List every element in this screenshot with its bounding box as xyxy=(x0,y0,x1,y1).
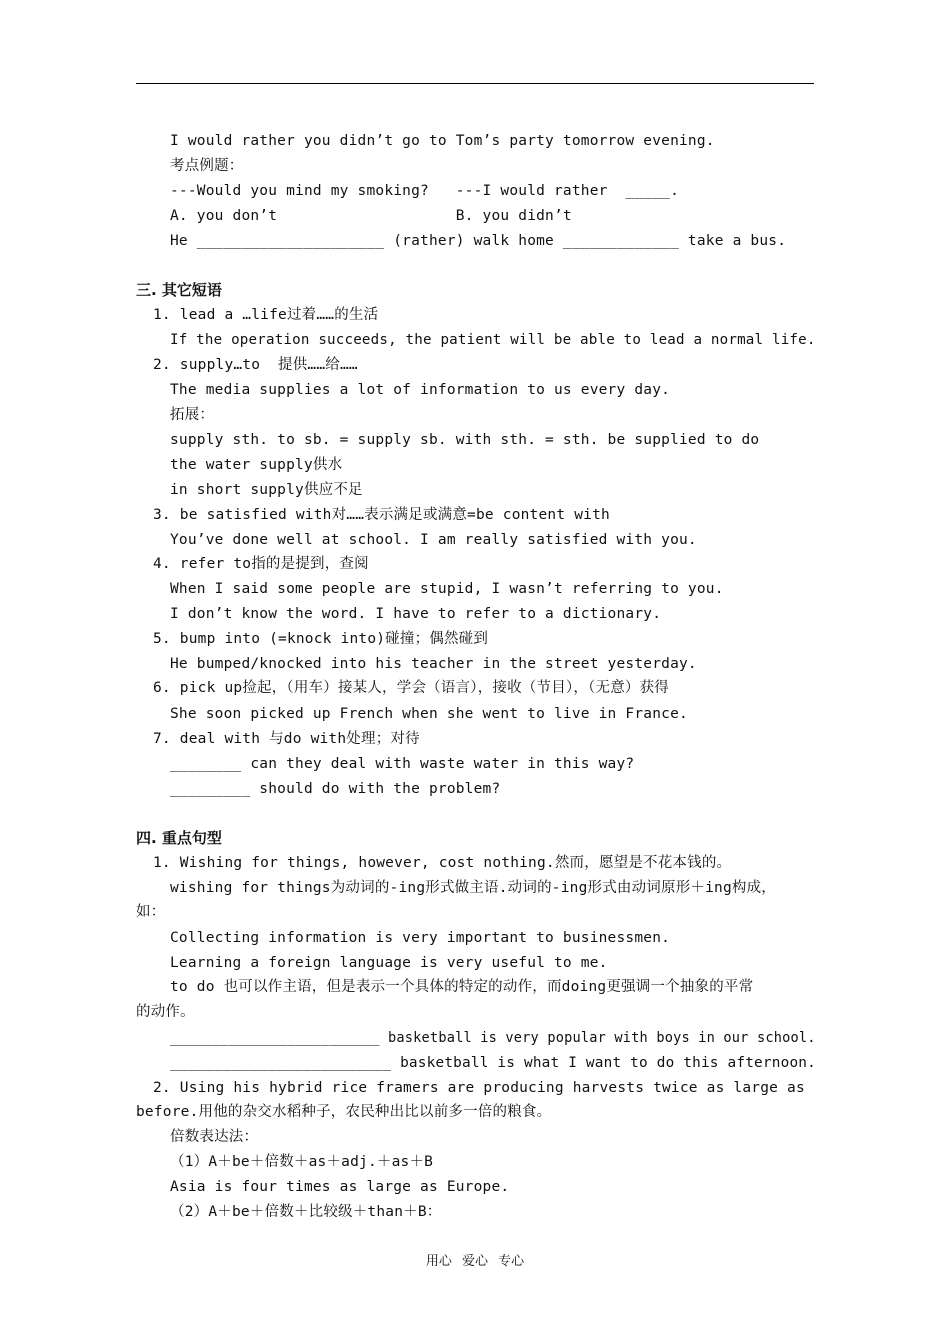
section-heading: 四. 重点句型 xyxy=(136,829,222,847)
text-line: She soon picked up French when she went to live in France. xyxy=(170,706,688,722)
text-line: in short supply供应不足 xyxy=(170,482,363,498)
list-item: 1. lead a …life过着……的生活 xyxy=(153,307,379,323)
text-line: Asia is four times as large as Europe. xyxy=(170,1179,510,1195)
list-item: 5. bump into (=knock into)碰撞；偶然碰到 xyxy=(153,631,489,647)
list-item: 3. be satisfied with对……表示满足或满意=be content with xyxy=(153,507,610,523)
text-line: wishing for things为动词的-ing形式做主语.动词的-ing形式由动词原形＋ing构成， xyxy=(170,880,776,896)
list-item: 7. deal with 与do with处理；对待 xyxy=(153,731,420,747)
text-line: （2）A＋be＋倍数＋比较级＋than＋B： xyxy=(170,1204,442,1220)
text-line: 倍数表达法： xyxy=(170,1129,259,1145)
list-item: 1. Wishing for things, however, cost nothing.然而，愿望是不花本钱的。 xyxy=(153,855,732,871)
text-line: before.用他的杂交水稻种子，农民种出比以前多一倍的粮食。 xyxy=(136,1104,552,1120)
text-line: the water supply供水 xyxy=(170,457,343,473)
text-line: He bumped/knocked into his teacher in the street yesterday. xyxy=(170,656,697,672)
list-item: 2. Using his hybrid rice framers are producing harvests twice as large as xyxy=(153,1080,805,1096)
text-line: ---Would you mind my smoking? ---I would rather _____. xyxy=(170,183,679,199)
text-line: _________ should do with the problem? xyxy=(170,781,501,797)
section-heading: 三. 其它短语 xyxy=(136,281,222,299)
text-line: to do 也可以作主语，但是表示一个具体的特定的动作，而doing更强调一个抽象的平常 xyxy=(170,979,754,995)
text-line: You’ve done well at school. I am really satisfied with you. xyxy=(170,532,697,548)
list-item: 2. supply…to 提供……给…… xyxy=(153,357,358,373)
header-rule xyxy=(136,83,814,84)
text-line: If the operation succeeds, the patient will be able to lead a normal life. xyxy=(170,332,816,348)
text-line: The media supplies a lot of information to us every day. xyxy=(170,382,671,398)
text-line: 考点例题： xyxy=(170,158,244,174)
text-line: When I said some people are stupid, I wasn’t referring to you. xyxy=(170,581,724,597)
text-line: Learning a foreign language is very useful to me. xyxy=(170,955,608,971)
text-line: _________________________ basketball is what I want to do this afternoon. xyxy=(170,1055,817,1071)
text-line: 的动作。 xyxy=(136,1004,195,1020)
text-line: _________________________ basketball is very popular with boys in our school. xyxy=(170,1030,816,1046)
text-line: 拓展： xyxy=(170,407,215,423)
text-line: I would rather you didn’t go to Tom’s party tomorrow evening. xyxy=(170,133,715,149)
text-line: He _____________________ (rather) walk home _____________ take a bus. xyxy=(170,233,787,249)
text-line: Collecting information is very important to businessmen. xyxy=(170,930,671,946)
page-footer: 用心 爱心 专心 xyxy=(425,1254,525,1269)
text-line: ________ can they deal with waste water in this way? xyxy=(170,756,635,772)
text-line: I don’t know the word. I have to refer to a dictionary. xyxy=(170,606,662,622)
text-line: supply sth. to sb. = supply sb. with sth. = sth. be supplied to do xyxy=(170,432,760,448)
list-item: 4. refer to指的是提到，查阅 xyxy=(153,556,369,572)
text-line: 如： xyxy=(136,904,166,920)
text-line: （1）A＋be＋倍数＋as＋adj.＋as＋B xyxy=(170,1154,434,1170)
text-line: A. you don’t B. you didn’t xyxy=(170,208,572,224)
list-item: 6. pick up捡起，（用车）接某人，学会（语言），接收（节目），（无意）获得 xyxy=(153,680,669,696)
